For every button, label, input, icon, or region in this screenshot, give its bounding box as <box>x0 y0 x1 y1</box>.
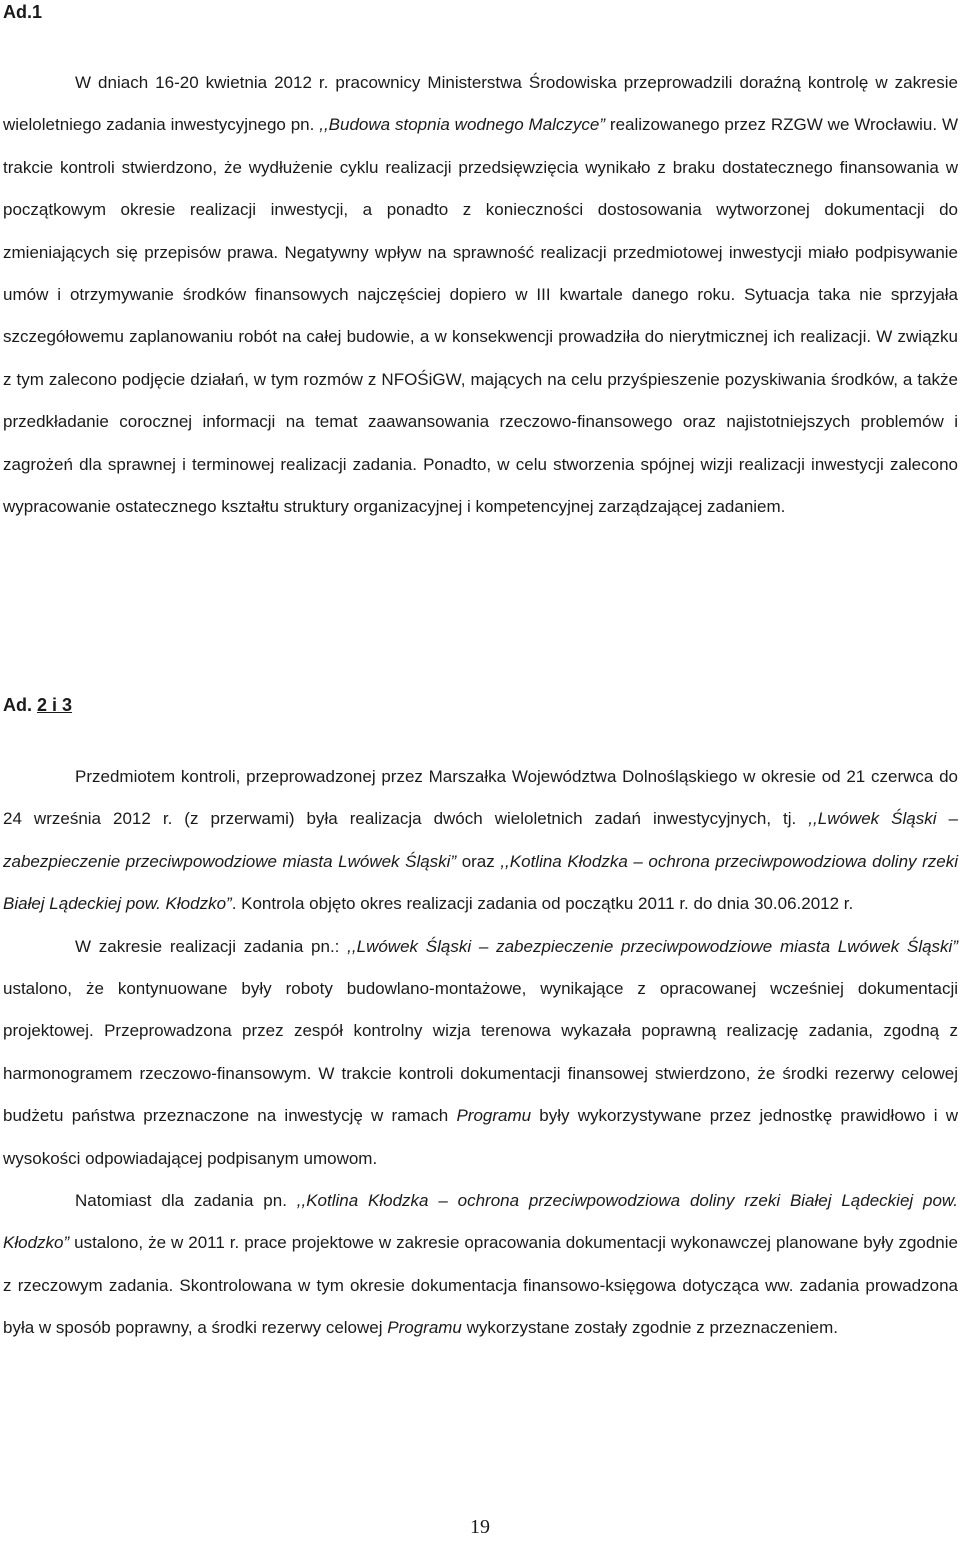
paragraph <box>3 926 958 1180</box>
italic-title: ,,Budowa stopnia wodnego Malczyce” <box>319 115 606 135</box>
section-heading-ad1: Ad.1 <box>3 2 43 22</box>
text-run: W zakresie realizacji zadania pn.: <box>75 936 348 956</box>
text-run: . Kontrola objęto okres realizacji zadania od początku 2011 r. do dnia 30.06.2012 r. <box>231 894 854 914</box>
paragraph <box>3 62 958 528</box>
text-run: realizowanego przez RZGW we Wrocławiu. W trakcie kontroli stwierdzono, że wydłużenie cyklu realizacji przedsięwzięcia wynikało z braku dostatecznego finansowania w początkowym okresie realizacji inwestycji, a ponadto z konieczności dostosowania wytworzonej dokumentacji do zmieniających się przepisów prawa. Negatywny wpływ na sprawność realizacji przedmiotowej inwestycji miało podpisywanie umów i otrzymywanie środków finansowych najczęściej dopiero w III kwartale danego roku. Sytuacja taka nie sprzyjała szczegółowemu zaplanowaniu robót na całej budowie, a w konsekwencji prowadziła do nierytmicznej ich realizacji. W związku z tym zalecono podjęcie działań, w tym rozmów z NFOŚiGW, mających na celu przyśpieszenie pozyskiwania środków, a także przedkładanie corocznej informacji na temat zaawansowania rzeczowo-finansowego oraz najistotniejszych problemów i zagrożeń dla sprawnej i terminowej realizacji zadania. Ponadto, w celu stworzenia spójnej wizji realizacji inwestycji zalecono wypracowanie ostatecznego kształtu struktury organizacyjnej i kompetencyjnej zarządzającej zadaniem. <box>3 115 958 517</box>
italic-title: ,,Kotlina Kłodzka – ochrona przeciwpowodziowa doliny rzeki Białej Lądeckiej pow. Kłodzko” <box>3 851 958 914</box>
section-body-ad2-3 <box>3 756 958 1350</box>
italic-title: ,,Lwówek Śląski – zabezpieczenie przeciwpowodziowe miasta Lwówek Śląski” <box>347 936 958 956</box>
text-run: wykorzystane zostały zgodnie z przeznaczeniem. <box>461 1318 838 1338</box>
text-run: Przedmiotem kontroli, przeprowadzonej przez Marszałka Województwa Dolnośląskiego w okresie od 21 czerwca do 24 września 2012 r. (z przerwami) była realizacja dwóch wieloletnich zadań inwestycyjnych, tj. <box>3 767 958 829</box>
italic-term: Programu <box>456 1106 532 1126</box>
heading-suffix: 2 i 3 <box>37 695 73 715</box>
paragraph <box>3 756 958 926</box>
italic-term: Programu <box>387 1318 462 1338</box>
text-run: były wykorzystywane przez jednostkę prawidłowo i w wysokości odpowiadającej podpisanym umowom. <box>3 1106 958 1168</box>
text-run: ustalono, że w 2011 r. prace projektowe w zakresie opracowania dokumentacji wykonawczej planowane były zgodnie z rzeczowym zadania. Skontrolowana w tym okresie dokumentacja finansowo-księgowa dotycząca ww. zadania prowadzona była w sposób poprawny, a środki rezerwy celowej <box>3 1233 958 1338</box>
italic-title: ,,Kotlina Kłodzka – ochrona przeciwpowodziowa doliny rzeki Białej Lądeckiej pow. Kłodzko” <box>3 1191 958 1253</box>
text-run: Natomiast dla zadania pn. <box>75 1191 297 1211</box>
heading-prefix: Ad. <box>3 695 37 715</box>
text-run: ustalono, że kontynuowane były roboty budowlano-montażowe, wynikające z opracowanej wcześniej dokumentacji projektowej. Przeprowadzona przez zespół kontrolny wizja terenowa wykazała poprawną realizację zadania, zgodną z harmonogramem rzeczowo-finansowym. W trakcie kontroli dokumentacji finansowej stwierdzono, że środki rezerwy celowej budżetu państwa przeznaczone na inwestycję w ramach <box>3 979 958 1126</box>
text-run: oraz <box>456 851 501 871</box>
page-number: 19 <box>470 1516 490 1538</box>
italic-title: ,,Lwówek Śląski – zabezpieczenie przeciwpowodziowe miasta Lwówek Śląski” <box>3 809 958 871</box>
text-run: W dniach 16-20 kwietnia 2012 r. pracownicy Ministerstwa Środowiska przeprowadzili doraźną kontrolę w zakresie wieloletniego zadania inwestycyjnego pn. <box>3 73 958 135</box>
paragraph <box>3 1180 958 1350</box>
section-body-ad1 <box>3 62 958 528</box>
section-heading-ad2-3 <box>3 695 72 715</box>
